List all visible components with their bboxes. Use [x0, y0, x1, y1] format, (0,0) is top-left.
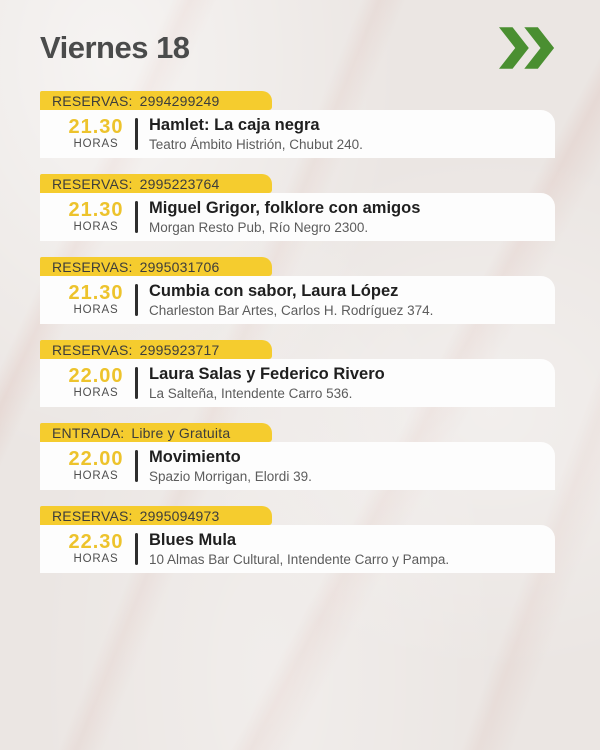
event-venue: Morgan Resto Pub, Río Negro 2300. — [149, 219, 369, 235]
double-chevron-right-icon[interactable] — [499, 26, 555, 70]
event-time — [57, 200, 135, 234]
time-value: 22.00 — [68, 448, 124, 470]
event-venue: La Salteña, Intendente Carro 536. — [149, 385, 353, 401]
vertical-divider — [135, 533, 138, 565]
time-value: 21.30 — [68, 199, 124, 221]
reservation-tag — [40, 174, 272, 193]
event-info — [149, 116, 555, 153]
event-venue: Spazio Morrigan, Elordi 39. — [149, 468, 312, 484]
tag-value: Libre y Gratuita — [131, 424, 231, 441]
tag-value: 2995031706 — [139, 258, 220, 275]
reservation-tag — [40, 340, 272, 359]
time-value: 22.00 — [68, 365, 124, 387]
event-info — [149, 448, 555, 485]
event-venue: 10 Almas Bar Cultural, Intendente Carro y Pampa. — [149, 551, 450, 567]
event-list — [40, 91, 555, 573]
tag-value: 2994299249 — [139, 92, 220, 109]
event-card — [40, 525, 555, 573]
event-block — [40, 257, 555, 324]
time-unit-label: HORAS — [73, 221, 119, 233]
time-value: 22.30 — [68, 531, 124, 553]
time-unit-label: HORAS — [73, 470, 119, 482]
event-venue: Charleston Bar Artes, Carlos H. Rodríguez 374. — [149, 302, 434, 318]
tag-value: 2995094973 — [139, 507, 220, 524]
event-card — [40, 442, 555, 490]
event-title: Blues Mula — [149, 530, 237, 549]
vertical-divider — [135, 284, 138, 316]
event-block — [40, 91, 555, 158]
event-title: Movimiento — [149, 447, 241, 466]
tag-value: 2995223764 — [139, 175, 220, 192]
tag-label: RESERVAS: — [52, 507, 133, 524]
event-title: Cumbia con sabor, Laura López — [149, 281, 399, 300]
tag-label: RESERVAS: — [52, 92, 133, 109]
vertical-divider — [135, 450, 138, 482]
event-info — [149, 365, 555, 402]
tag-label: ENTRADA: — [52, 424, 125, 441]
event-time — [57, 117, 135, 151]
event-time — [57, 283, 135, 317]
event-title: Miguel Grigor, folklore con amigos — [149, 198, 421, 217]
event-block — [40, 423, 555, 490]
time-unit-label: HORAS — [73, 553, 119, 565]
time-unit-label: HORAS — [73, 138, 119, 150]
event-info — [149, 531, 555, 568]
event-time — [57, 449, 135, 483]
header — [40, 26, 555, 70]
reservation-tag — [40, 423, 272, 442]
event-title: Laura Salas y Federico Rivero — [149, 364, 385, 383]
event-info — [149, 282, 555, 319]
time-unit-label: HORAS — [73, 387, 119, 399]
page-title: Viernes 18 — [40, 30, 190, 65]
vertical-divider — [135, 201, 138, 233]
event-block — [40, 506, 555, 573]
reservation-tag — [40, 506, 272, 525]
tag-label: RESERVAS: — [52, 175, 133, 192]
tag-value: 2995923717 — [139, 341, 220, 358]
event-card — [40, 110, 555, 158]
tag-label: RESERVAS: — [52, 258, 133, 275]
event-card — [40, 359, 555, 407]
reservation-tag — [40, 257, 272, 276]
time-value: 21.30 — [68, 116, 124, 138]
event-block — [40, 340, 555, 407]
event-venue: Teatro Ámbito Histrión, Chubut 240. — [149, 136, 363, 152]
time-value: 21.30 — [68, 282, 124, 304]
event-card — [40, 276, 555, 324]
event-block — [40, 174, 555, 241]
time-unit-label: HORAS — [73, 304, 119, 316]
vertical-divider — [135, 367, 138, 399]
tag-label: RESERVAS: — [52, 341, 133, 358]
reservation-tag — [40, 91, 272, 110]
event-time — [57, 532, 135, 566]
event-card — [40, 193, 555, 241]
event-info — [149, 199, 555, 236]
event-time — [57, 366, 135, 400]
event-title: Hamlet: La caja negra — [149, 115, 320, 134]
vertical-divider — [135, 118, 138, 150]
